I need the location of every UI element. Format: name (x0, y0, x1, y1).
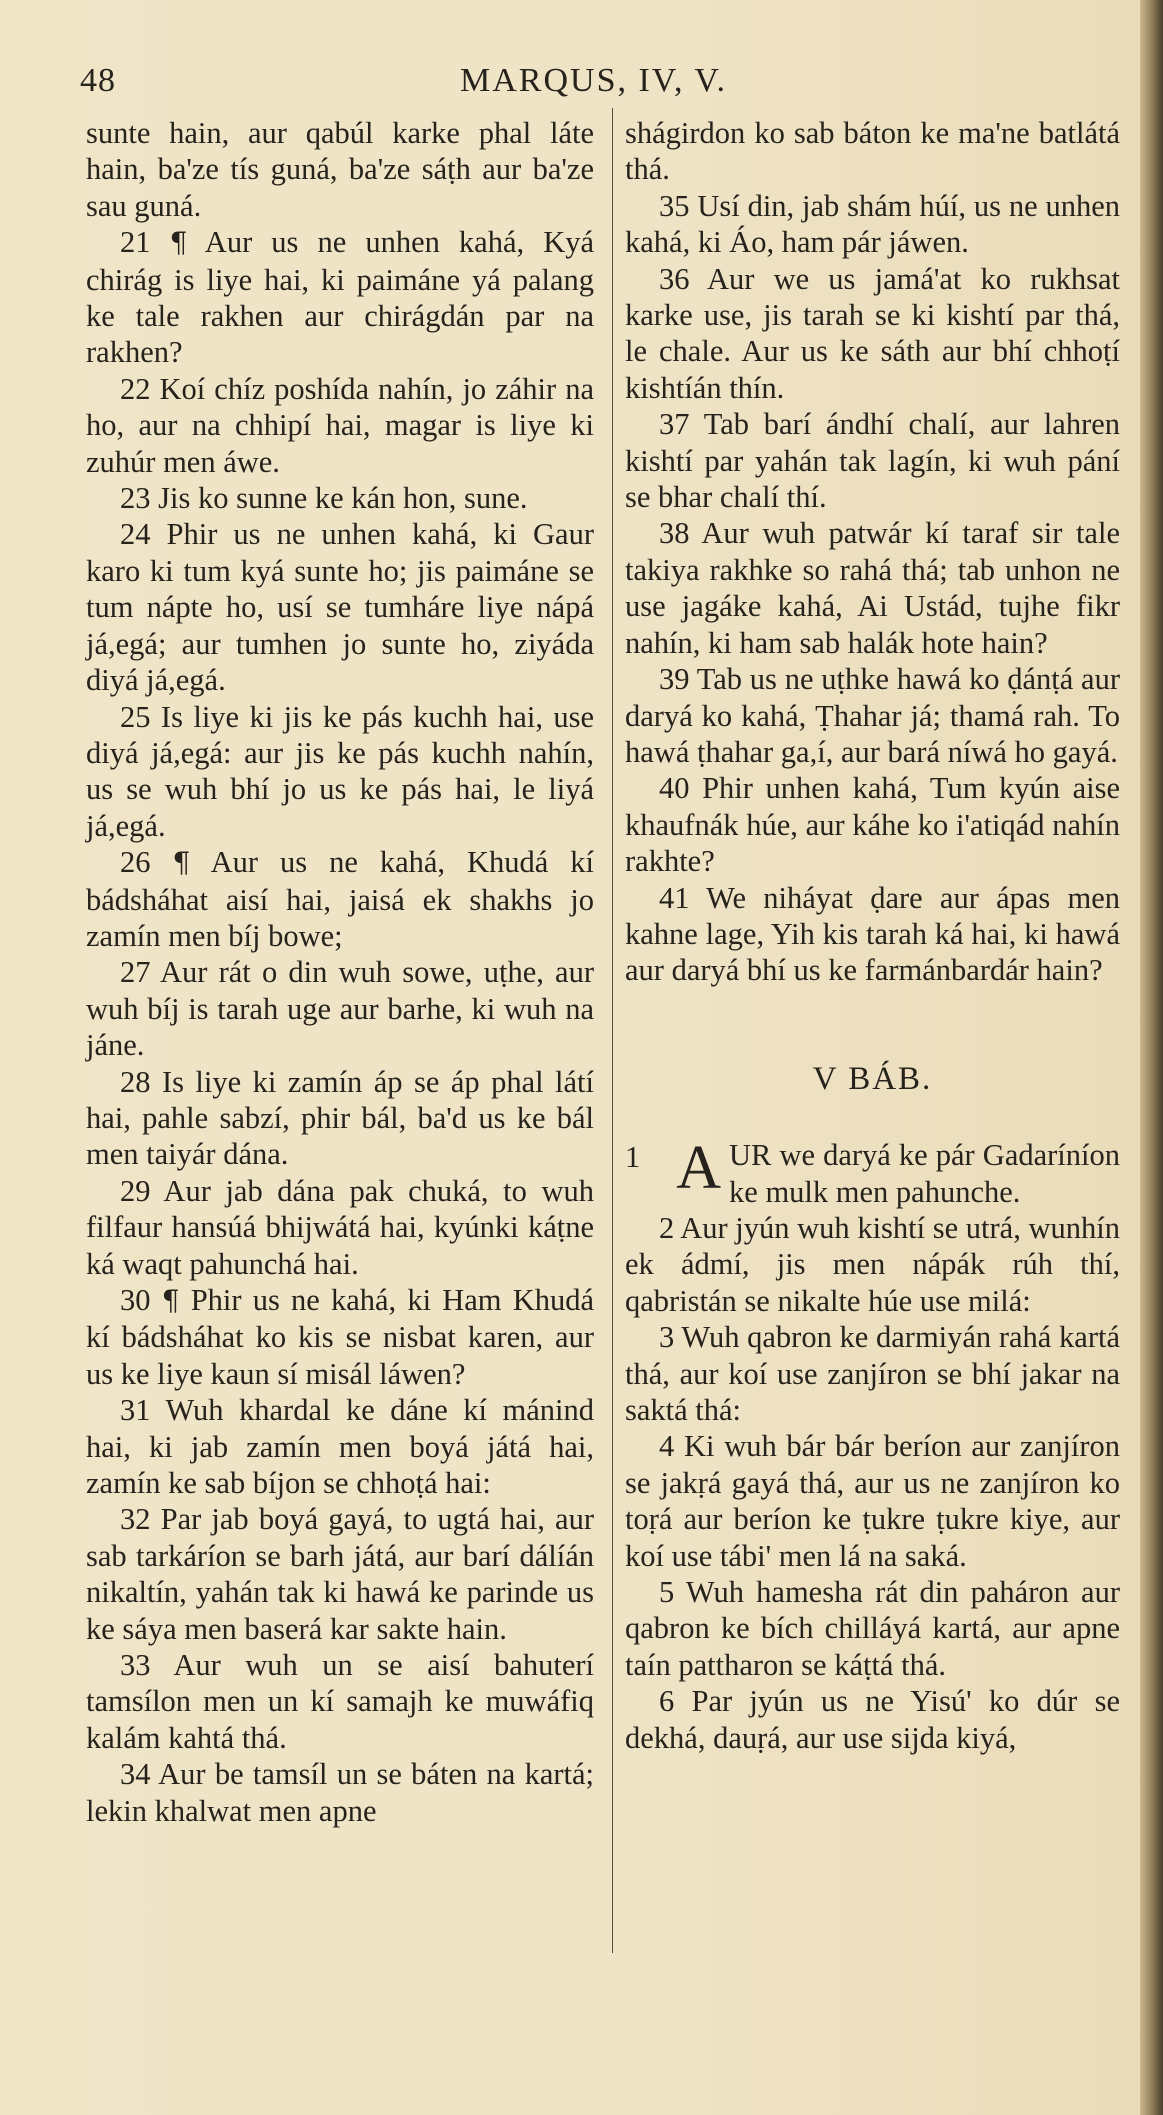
verse-3: 3 Wuh qabron ke darmiyán rahá kartá thá, aur koí use zanjíron se bhí jakar na saktá thá: (625, 1320, 1120, 1427)
verse-27: 27 Aur rát o din wuh sowe, uṭhe, aur wuh bíj is tarah uge aur barhe, ki wuh na jáne. (86, 955, 594, 1063)
chapter-5-verse-1: 1 A UR we daryá ke pár Gadaríníon ke mulk men pahunche. (625, 1134, 1120, 1209)
verse-41: 41 We niháyat ḍare aur ápas men kahne lage, Yih kis tarah ká hai, ki hawá aur daryá bhí us ke farmánbardár hain? (625, 880, 1120, 988)
verse-5: 5 Wuh hamesha rát din paháron aur qabron ke bích chilláyá kartá, aur apne taín pattharon se káṭtá thá. (625, 1575, 1120, 1682)
verse-32: 32 Par jab boyá gayá, to ugtá hai, aur sab tarkáríon se barh játá, aur barí dálíán nikaltín, yahán tak ki hawá ke parinde us ke sáya men baserá kar sakte hain. (86, 1502, 594, 1646)
verse-36: 36 Aur we us jamá'at ko rukhsat karke use, jis tarah se ki kishtí par thá, le chale. Aur us ke sáth aur bhí chhoṭí kishtíán thín. (625, 261, 1120, 405)
verse-24: 24 Phir us ne unhen kahá, ki Gaur karo ki tum kyá sunte ho; jis paimáne se tum nápte ho, usí se tumháre liye nápá já,egá; aur tumhen jo sunte ho, ziyáda diyá já,egá. (86, 517, 594, 698)
paragraph-mark-icon: ¶ (172, 846, 191, 880)
verse-28: 28 Is liye ki zamín áp se áp phal látí hai, pahle sabzí, phir bál, ba'd us ke bál men taiyár dána. (86, 1064, 594, 1172)
verse-40: 40 Phir unhen kahá, Tum kyún aise khaufnák húe, aur káhe ko i'atiqád nahín rakhte? (625, 771, 1121, 879)
verse-26: 26 ¶ Aur us ne kahá, Khudá kí bádsháhat aisí hai, jaisá ek shakhs jo zamín men bíj bowe; (86, 845, 595, 953)
verse-29: 29 Aur jab dána pak chuká, to wuh filfaur hansúá bhijwátá hai, kyúnki káṭne ká waqt pahunchá hai. (86, 1173, 594, 1281)
verse-2: 2 Aur jyún wuh kishtí se utrá, wunhín ek ádmí, jis men nápák rúh thí, qabristán se nikalte húe use milá: (625, 1210, 1120, 1318)
paragraph-mark-icon: ¶ (161, 1284, 180, 1317)
column-divider (612, 108, 613, 1953)
page-edge-shadow (1140, 0, 1163, 2115)
verse-31: 31 Wuh khardal ke dáne kí mánind hai, ki jab zamín men boyá játá hai, zamín ke sab bíjon se chhoṭá hai: (86, 1393, 595, 1501)
verse-4: 4 Ki wuh bár bár beríon aur zanjíron se jakṛá gayá thá, aur us ne zanjíron ko toṛá aur beríon ke ṭukre ṭukre kiye, aur koí use tábi' men lá na saká. (625, 1429, 1120, 1573)
verse-6: 6 Par jyún us ne Yisú' ko dúr se dekhá, dauṛá, aur use sijda kiyá, (625, 1684, 1120, 1755)
verse-38: 38 Aur wuh patwár kí taraf sir tale takiya rakhke so rahá thá; tab unhon ne use jagáke kahá, Ai Ustád, tujhe fikr nahín, ki ham sab halák hote hain? (625, 516, 1120, 660)
verse-34: 34 Aur be tamsíl un se báten na kartá; lekin khalwat men apne (86, 1757, 594, 1828)
verse-continuation: shágirdon ko sab báton ke ma'ne batlátá thá. (625, 116, 1120, 187)
page-number: 48 (80, 62, 116, 99)
left-column (86, 115, 594, 1829)
running-header (80, 62, 1120, 112)
running-title: MARQUS, IV, V. (460, 62, 728, 99)
verse-25: 25 Is liye ki jis ke pás kuchh hai, use diyá já,egá: aur jis ke pás kuchh nahín, us se wuh bhí jo us ke pás hai, le liyá já,egá. (86, 699, 595, 843)
verse-39: 39 Tab us ne uṭhke hawá ko ḍánṭá aur daryá ko kahá, Ṭhahar já; thamá rah. To hawá ṭhahar ga,í, aur bará níwá ho gayá. (625, 662, 1120, 769)
verse-30: 30 ¶ Phir us ne kahá, ki Ham Khudá kí bádsháhat ko kis se nisbat karen, aur us ke liye kaun sí misál láwen? (86, 1283, 595, 1391)
verse-21: 21 ¶ Aur us ne unhen kahá, Kyá chirág is liye hai, ki paimáne yá palang ke tale rakhen aur chirágdán par na rakhen? (86, 225, 595, 370)
verse-37: 37 Tab barí ándhí chalí, aur lahren kishtí par yahán tak lagín, ki wuh pání se bhar chalí thí. (625, 407, 1121, 515)
verse-22: 22 Koí chíz poshída nahín, jo záhir na ho, aur na chhipí hai, magar is liye ki zuhúr men áwe. (86, 371, 594, 479)
verse-33: 33 Aur wuh un se aisí bahuterí tamsílon men un kí samajh ke muwáfiq kalám kahtá thá. (86, 1648, 594, 1755)
verse-23: 23 Jis ko sunne ke kán hon, sune. (120, 481, 528, 516)
chapter-heading: V BÁB. (812, 1060, 933, 1097)
drop-cap: A (676, 1134, 722, 1203)
right-column (625, 115, 1120, 1756)
paragraph-mark-icon: ¶ (169, 226, 188, 260)
verse-continuation: sunte hain, aur qabúl karke phal láte hain, ba'ze tís guná, ba'ze sáṭh aur ba'ze sau guná. (86, 116, 594, 223)
verse-35: 35 Usí din, jab shám húí, us ne unhen kahá, ki Áo, ham pár jáwen. (625, 188, 1121, 260)
